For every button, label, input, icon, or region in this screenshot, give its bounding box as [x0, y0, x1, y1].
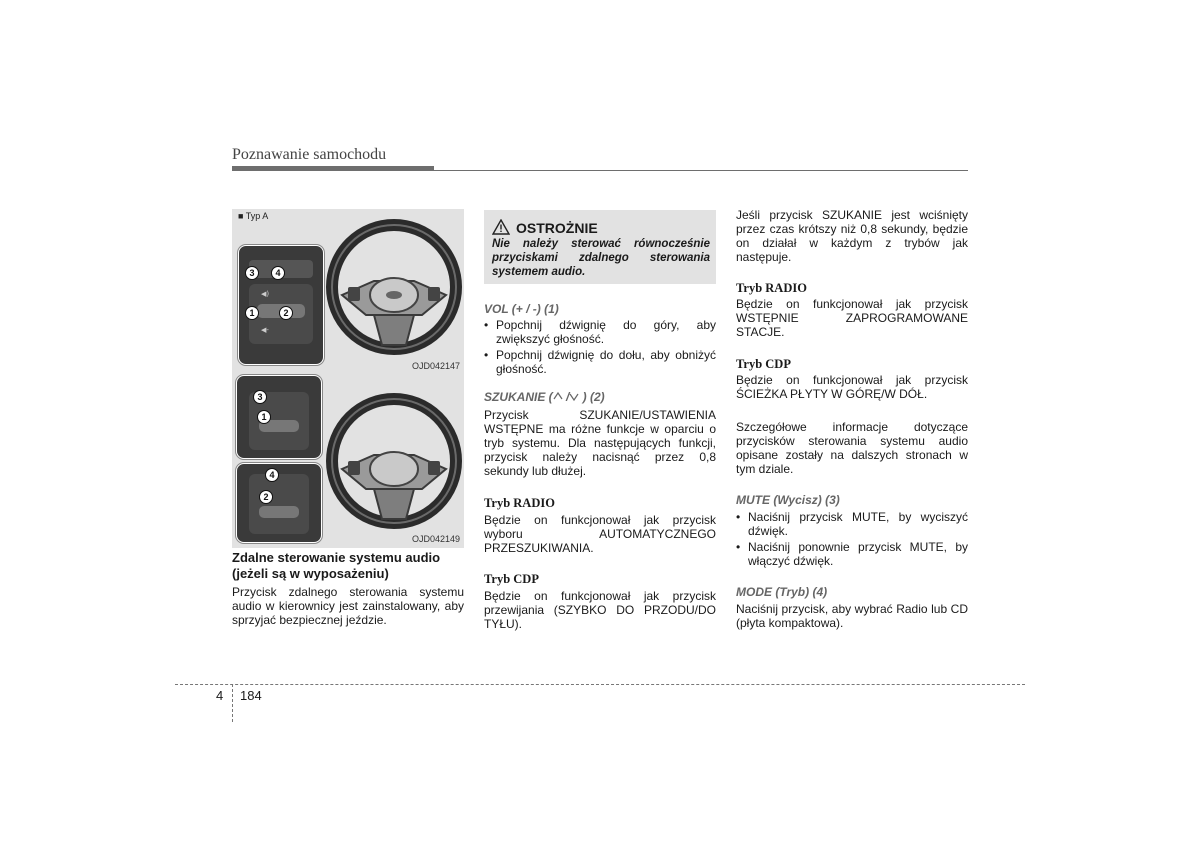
controls-inset-a [238, 245, 324, 365]
page-number: 184 [240, 688, 262, 703]
callout-3: 3 [245, 266, 259, 280]
header-rule [232, 166, 434, 171]
figure-a-label: ■ Typ A [238, 211, 269, 221]
steering-wheel-image-b [322, 389, 462, 529]
controls-inset-b-upper [236, 375, 322, 459]
callout-2-b: 2 [259, 490, 273, 504]
mode-text: Naciśnij przycisk, aby wybrać Radio lub CD (płyta kompaktowa). [736, 602, 968, 630]
section-intro-text: Przycisk zdalnego sterowania systemu audio w kierownicy jest zainstalowany, aby sprzyjać bezpiecznej jeździe. [232, 585, 464, 627]
callout-1: 1 [245, 306, 259, 320]
radio-mode-text: Będzie on funkcjonował jak przycisk wyboru AUTOMATYCZNEGO PRZESZUKIWANIA. [484, 513, 716, 555]
chevron-up-icon [553, 391, 563, 403]
mode-heading: MODE (Tryb) (4) [736, 585, 828, 599]
controls-inset-b-lower [236, 463, 322, 543]
svg-text:◀): ◀) [261, 290, 270, 298]
seek-heading-mid: / [562, 390, 570, 404]
steering-wheel-image [322, 215, 462, 355]
audio-controls-lower-icon [237, 464, 321, 542]
seek-heading-prefix: SZUKANIE ( [484, 390, 553, 404]
svg-text:◀-: ◀- [261, 326, 269, 334]
cdp-mode-text-2: Będzie on funkcjonował jak przycisk ŚCIEŻKA PŁYTY W GÓRĘ/W DÓŁ. [736, 373, 968, 401]
seek-heading [484, 390, 605, 404]
figure-a-code: OJD042147 [411, 361, 460, 371]
callout-2: 2 [279, 306, 293, 320]
list-item: • Popchnij dźwignię do dołu, aby obniżyć głośność. [484, 348, 716, 376]
list-item: • Naciśnij przycisk MUTE, by wyciszyć dźwięk. [736, 510, 968, 538]
seek-text: Przycisk SZUKANIE/USTAWIENIA WSTĘPNE ma różne funkcje w oparciu o tryb systemu. Dla następujących funkcji, przycisk należy nacisnąć przez 0,8 sekundy lub dłużej. [484, 408, 716, 478]
list-item: • Popchnij dźwignię do góry, aby zwiększyć głośność. [484, 318, 716, 346]
footer-rule [175, 684, 1025, 685]
radio-mode-text-2: Będzie on funkcjonował jak przycisk WSTĘPNIE ZAPROGRAMOWANE STACJE. [736, 297, 968, 339]
callout-4-b: 4 [265, 468, 279, 482]
details-text: Szczegółowe informacje dotyczące przycisków sterowania systemu audio opisane zostały na dalszych stronach w tym dziale. [736, 420, 968, 476]
seek-heading-suffix: ) (2) [579, 390, 605, 404]
caution-title: OSTROŻNIE [516, 220, 598, 236]
mute-heading: MUTE (Wycisz) (3) [736, 493, 840, 507]
callout-3-b: 3 [253, 390, 267, 404]
audio-controls-icon [239, 246, 323, 364]
cdp-mode-heading: Tryb CDP [484, 572, 539, 586]
vol-list [484, 318, 716, 378]
vol-heading: VOL (+ / -) (1) [484, 302, 559, 316]
footer-vertical-rule [232, 684, 233, 722]
caution-box [484, 210, 716, 284]
list-item: • Naciśnij ponownie przycisk MUTE, by włączyć dźwięk. [736, 540, 968, 568]
chevron-down-icon [569, 391, 579, 403]
warning-triangle-icon [492, 219, 510, 235]
seek-short-press-text: Jeśli przycisk SZUKANIE jest wciśnięty przez czas krótszy niż 0,8 sekundy, będzie on działał w każdym z trybów jak następuje. [736, 208, 968, 264]
caution-body: Nie należy sterować równocześnie przyciskami zdalnego sterowania systemem audio. [492, 238, 710, 278]
header-rule-thin [434, 170, 968, 171]
figure-b-code: OJD042149 [411, 534, 460, 544]
cdp-mode-text: Będzie on funkcjonował jak przycisk przewijania (SZYBKO DO PRZODU/DO TYŁU). [484, 589, 716, 631]
callout-4: 4 [271, 266, 285, 280]
cdp-mode-heading-2: Tryb CDP [736, 357, 791, 371]
radio-mode-heading-2: Tryb RADIO [736, 281, 807, 295]
chapter-number: 4 [216, 688, 224, 703]
callout-1-b: 1 [257, 410, 271, 424]
figure-type-b [232, 373, 464, 548]
audio-controls-upper-icon [237, 376, 321, 458]
mute-list [736, 510, 968, 570]
figure-type-a [232, 209, 464, 375]
section-heading: Zdalne sterowanie systemu audio (jeżeli są w wyposażeniu) [232, 550, 441, 581]
page-header-title: Poznawanie samochodu [232, 146, 387, 163]
radio-mode-heading: Tryb RADIO [484, 496, 555, 510]
